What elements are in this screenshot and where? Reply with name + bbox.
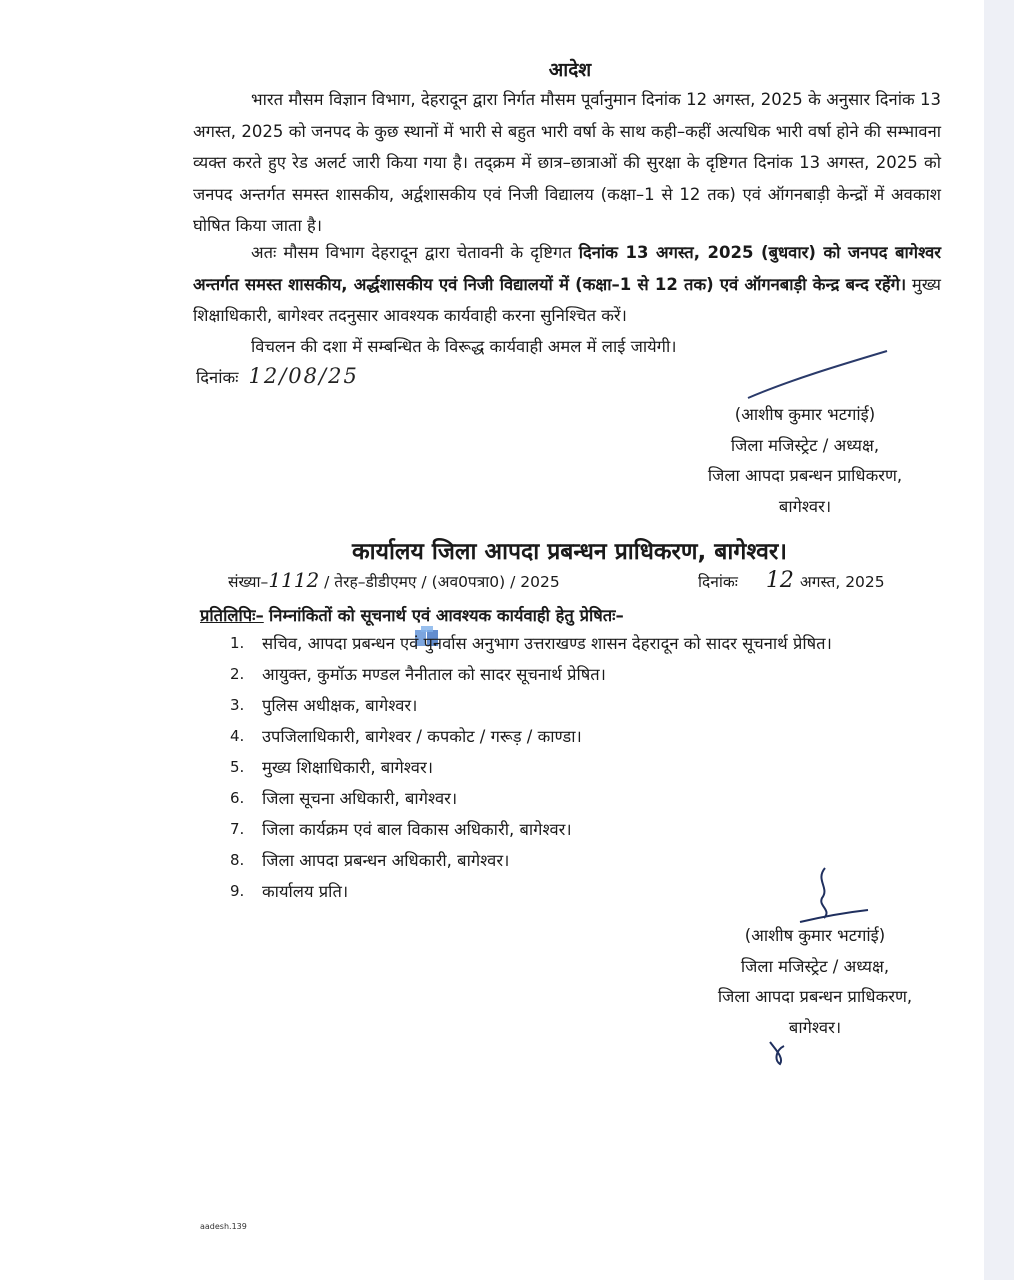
copy-recipient-item bbox=[230, 876, 832, 907]
copy-recipient-text: आयुक्त, कुमॉऊ मण्डल नैनीताल को सादर सूचनार्थ प्रेषित। bbox=[262, 665, 606, 684]
ref-number-handwritten: 1112 bbox=[268, 568, 320, 592]
copy-recipient-item bbox=[230, 690, 832, 721]
copy-recipient-text: उपजिलाधिकारी, बागेश्वर / कपकोट / गरूड़ / काण्डा। bbox=[262, 727, 582, 746]
ref-label: संख्या– bbox=[228, 573, 269, 591]
ref-suffix: / तेरह–डीडीएमए / (अव0पत्रा0) / 2025 bbox=[324, 573, 560, 591]
copy-recipient-list bbox=[230, 628, 832, 907]
copy-recipient-number: 8. bbox=[230, 851, 245, 869]
copy-heading-label: प्रतिलिपिः– bbox=[200, 606, 264, 625]
copy-recipient-text: जिला सूचना अधिकारी, बागेश्वर। bbox=[262, 789, 458, 808]
office-title: कार्यालय जिला आपदा प्रबन्धन प्राधिकरण, बागेश्वर। bbox=[352, 539, 788, 565]
copy-recipient-text: कार्यालय प्रति। bbox=[262, 882, 349, 901]
copy-recipient-number: 5. bbox=[230, 758, 245, 776]
signatory-authority: जिला आपदा प्रबन्धन प्राधिकरण, bbox=[717, 987, 913, 1006]
signatory-name: (आशीष कुमार भटगांई) bbox=[744, 926, 886, 945]
order-date-label: दिनांकः bbox=[196, 368, 239, 387]
copy-recipient-number: 7. bbox=[230, 820, 245, 838]
order-paragraph-2-bold: दिनांक 13 अगस्त, 2025 (बुधवार) को जनपद बागेश्वर अन्तर्गत समस्त शासकीय, अर्द्धशासकीय एवं निजी विद्यालयों में (कक्षा–1 से 12 तक) एवं ऑगनबाड़ी केन्द्र बन्द रहेंगे। bbox=[193, 243, 941, 294]
copy-recipient-item bbox=[230, 845, 832, 876]
signatory-designation: जिला मजिस्ट्रेट / अध्यक्ष, bbox=[730, 435, 880, 455]
copy-recipient-text: मुख्य शिक्षाधिकारी, बागेश्वर। bbox=[262, 758, 433, 777]
copy-recipient-number: 9. bbox=[230, 882, 245, 900]
copy-recipient-text: जिला कार्यक्रम एवं बाल विकास अधिकारी, बागेश्वर। bbox=[262, 820, 572, 839]
ref-date-label: दिनांकः bbox=[698, 573, 738, 591]
footer-file-note: aadesh.139 bbox=[200, 1222, 247, 1231]
right-margin-strip bbox=[984, 0, 1014, 1280]
signatory-name: (आशीष कुमार भटगांई) bbox=[734, 405, 876, 424]
order-date-handwritten: 12/08/25 bbox=[248, 364, 359, 388]
reference-line bbox=[228, 568, 928, 598]
copy-recipient-text: पुलिस अधीक्षक, बागेश्वर। bbox=[262, 696, 418, 715]
order-paragraph-1-text: भारत मौसम विज्ञान विभाग, देहरादून द्वारा निर्गत मौसम पूर्वानुमान दिनांक 12 अगस्त, 2025 के अनुसार दिनांक 13 अगस्त, 2025 को जनपद के कुछ स्थानों में भारी से बहुत भारी वर्षा के साथ कही–कहीं अत्यधिक भारी वर्षा होने की सम्भावना व्यक्त करते हुए रेड अलर्ट जारी किया गया है। तद्क्रम में छात्र–छात्राओं की सुरक्षा के दृष्टिगत दिनांक 13 अगस्त, 2025 को जनपद अन्तर्गत समस्त शासकीय, अर्द्वशासकीय एवं निजी विद्यालय (कक्षा–1 से 12 तक) एवं ऑगनबाड़ी केन्द्रों में अवकाश घोषित किया जाता है। bbox=[193, 90, 941, 235]
signature-block-2 bbox=[690, 921, 940, 1043]
copy-recipient-item bbox=[230, 628, 832, 659]
copy-recipient-item bbox=[230, 783, 832, 814]
signatory-place: बागेश्वर। bbox=[778, 496, 832, 516]
copy-recipient-item bbox=[230, 814, 832, 845]
ref-date-day-handwritten: 12 bbox=[765, 568, 794, 593]
order-paragraph-2-end: मुख्य शिक्षाधिकारी, बागेश्वर तदनुसार आवश्यक कार्यवाही करना सुनिश्चित करें। bbox=[193, 274, 941, 325]
order-paragraph-2-start: अतः मौसम विभाग देहरादून द्वारा चेतावनी के दृष्टिगत bbox=[251, 243, 572, 262]
signature-block-1 bbox=[680, 400, 930, 522]
order-title: आदेश bbox=[548, 59, 592, 81]
copy-heading bbox=[200, 603, 624, 626]
copy-recipient-number: 1. bbox=[230, 634, 245, 652]
copy-recipient-number: 3. bbox=[230, 696, 245, 714]
copy-recipient-item bbox=[230, 721, 832, 752]
copy-recipient-text: सचिव, आपदा प्रबन्धन एवं पुनर्वास अनुभाग उत्तराखण्ड शासन देहरादून को सादर सूचनार्थ प्रेषित। bbox=[262, 634, 832, 653]
ref-date bbox=[698, 568, 885, 593]
signatory-designation: जिला मजिस्ट्रेट / अध्यक्ष, bbox=[740, 956, 890, 976]
signatory-authority: जिला आपदा प्रबन्धन प्राधिकरण, bbox=[707, 466, 903, 485]
copy-recipient-item bbox=[230, 659, 832, 690]
ref-date-rest: अगस्त, 2025 bbox=[799, 573, 885, 591]
copy-recipient-number: 6. bbox=[230, 789, 245, 807]
order-paragraph-3-text: विचलन की दशा में सम्बन्धित के विरूद्ध कार्यवाही अमल में लाई जायेगी। bbox=[251, 337, 677, 356]
signatory-place: बागेश्वर। bbox=[788, 1017, 842, 1037]
copy-recipient-number: 4. bbox=[230, 727, 245, 745]
copy-recipient-number: 2. bbox=[230, 665, 245, 683]
copy-recipient-item bbox=[230, 752, 832, 783]
copy-heading-text: निम्नांकितों को सूचनार्थ एवं आवश्यक कार्यवाही हेतु प्रेषितः– bbox=[269, 606, 624, 625]
copy-recipient-text: जिला आपदा प्रबन्धन अधिकारी, बागेश्वर। bbox=[262, 851, 510, 870]
